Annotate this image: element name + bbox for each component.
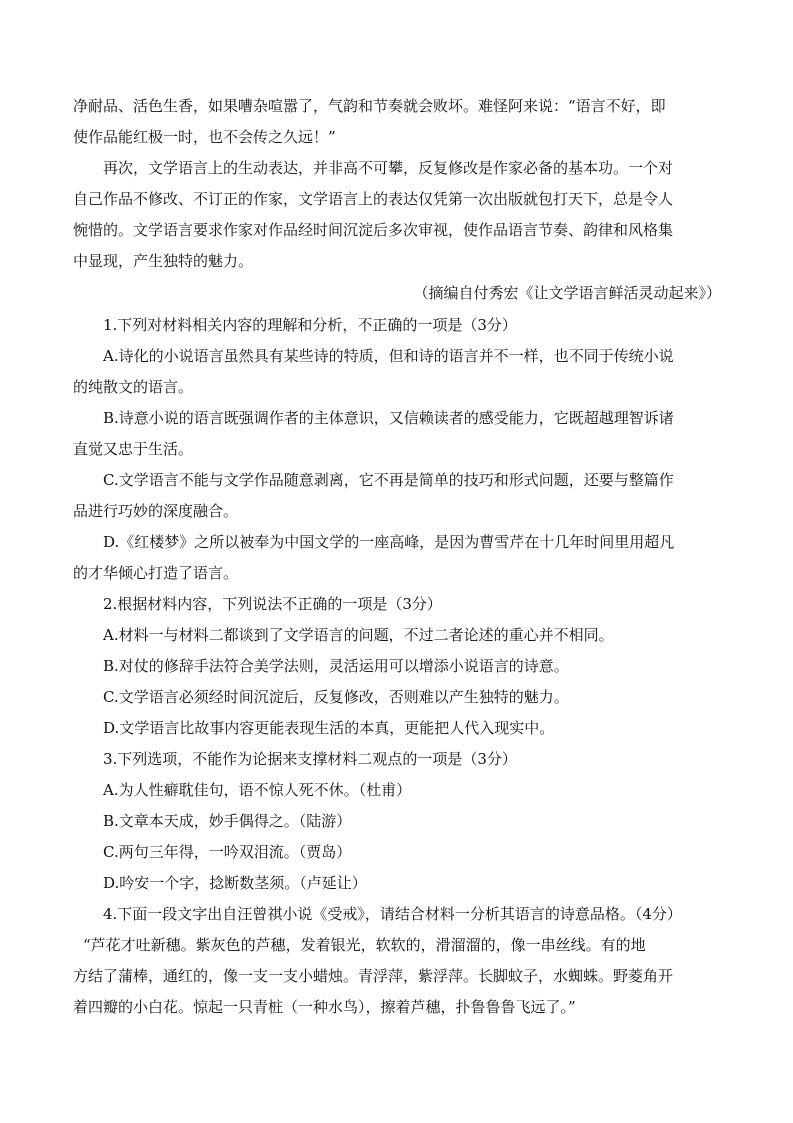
passage-line: 惋惜的。文学语言要求作家对作品经时间沉淀后多次审视，使作品语言节奏、韵律和风格集 [73, 221, 674, 239]
question-1-stem: 1.下列对材料相关内容的理解和分析，不正确的一项是（3分） [103, 316, 517, 334]
question-1-option-a-cont: 的纯散文的语言。 [73, 378, 194, 396]
passage-line: 使作品能红极一时，也不会传之久远！” [73, 128, 336, 146]
quoted-passage-line: 方结了蒲棒，通红的，像一支一支小蜡烛。青浮萍，紫浮萍。长脚蚊子，水蜘蛛。野菱角开 [73, 967, 674, 985]
question-3-stem: 3.下列选项，不能作为论据来支撑材料二观点的一项是（3分） [103, 750, 517, 768]
question-2-option-d: D.文学语言比故事内容更能表现生活的本真，更能把人代入现实中。 [103, 719, 555, 737]
passage-line: 自己作品不修改、不订正的作家，文学语言上的表达仅凭第一次出版就包打天下，总是令人 [73, 190, 674, 208]
question-2-stem: 2.根据材料内容，下列说法不正确的一项是（3分） [103, 595, 442, 613]
question-1-option-c-cont: 品进行巧妙的深度融合。 [73, 502, 239, 520]
question-2-option-b: B.对仗的修辞手法符合美学法则，灵活运用可以增添小说语言的诗意。 [103, 657, 569, 675]
source-citation: （摘编自付秀宏《让文学语言鲜活灵动起来》） [413, 284, 721, 302]
question-1-option-a: A.诗化的小说语言虽然具有某些诗的特质，但和诗的语言并不一样，也不同于传统小说 [103, 347, 674, 365]
question-3-option-a: A.为人性癖耽佳句，语不惊人死不休。（杜甫） [103, 781, 412, 799]
question-1-option-d-cont: 的才华倾心打造了语言。 [73, 564, 239, 582]
question-4-stem: 4.下面一段文字出自汪曾祺小说《受戒》，请结合材料一分析其语言的诗意品格。（4分） [103, 905, 682, 923]
quoted-passage-line: 着四瓣的小白花。惊起一只青桩（一种水鸟），擦着芦穗，扑鲁鲁鲁飞远了。” [73, 998, 576, 1016]
passage-line: 中显现，产生独特的魅力。 [73, 252, 254, 270]
passage-line: 再次，文学语言上的生动表达，并非高不可攀，反复修改是作家必备的基本功。一个对 [103, 159, 674, 177]
question-3-option-c: C.两句三年得，一吟双泪流。（贾岛） [103, 843, 352, 861]
passage-line: 净耐品、活色生香，如果嘈杂喧嚣了，气韵和节奏就会败坏。难怪阿来说：“语言不好，即 [73, 97, 666, 115]
question-2-option-c: C.文学语言必须经时间沉淀后，反复修改，否则难以产生独特的魅力。 [103, 688, 569, 706]
question-3-option-d: D.吟安一个字，捻断数茎须。（卢延让） [103, 874, 367, 892]
question-1-option-b-cont: 直觉又忠于生活。 [73, 440, 194, 458]
question-1-option-b: B.诗意小说的语言既强调作者的主体意识，又信赖读者的感受能力，它既超越理智诉诸 [103, 409, 674, 427]
question-1-option-c: C.文学语言不能与文学作品随意剥离，它不再是简单的技巧和形式问题，还要与整篇作 [103, 471, 674, 489]
question-3-option-b: B.文章本天成，妙手偶得之。（陆游） [103, 812, 352, 830]
quoted-passage-line: “芦花才吐新穗。紫灰色的芦穗，发着银光，软软的，滑溜溜的，像一串丝线。有的地 [83, 936, 646, 954]
question-1-option-d: D.《红楼梦》之所以被奉为中国文学的一座高峰，是因为曹雪芹在十几年时间里用超凡 [103, 533, 675, 551]
question-2-option-a: A.材料一与材料二都谈到了文学语言的问题，不过二者论述的重心并不相同。 [103, 626, 614, 644]
